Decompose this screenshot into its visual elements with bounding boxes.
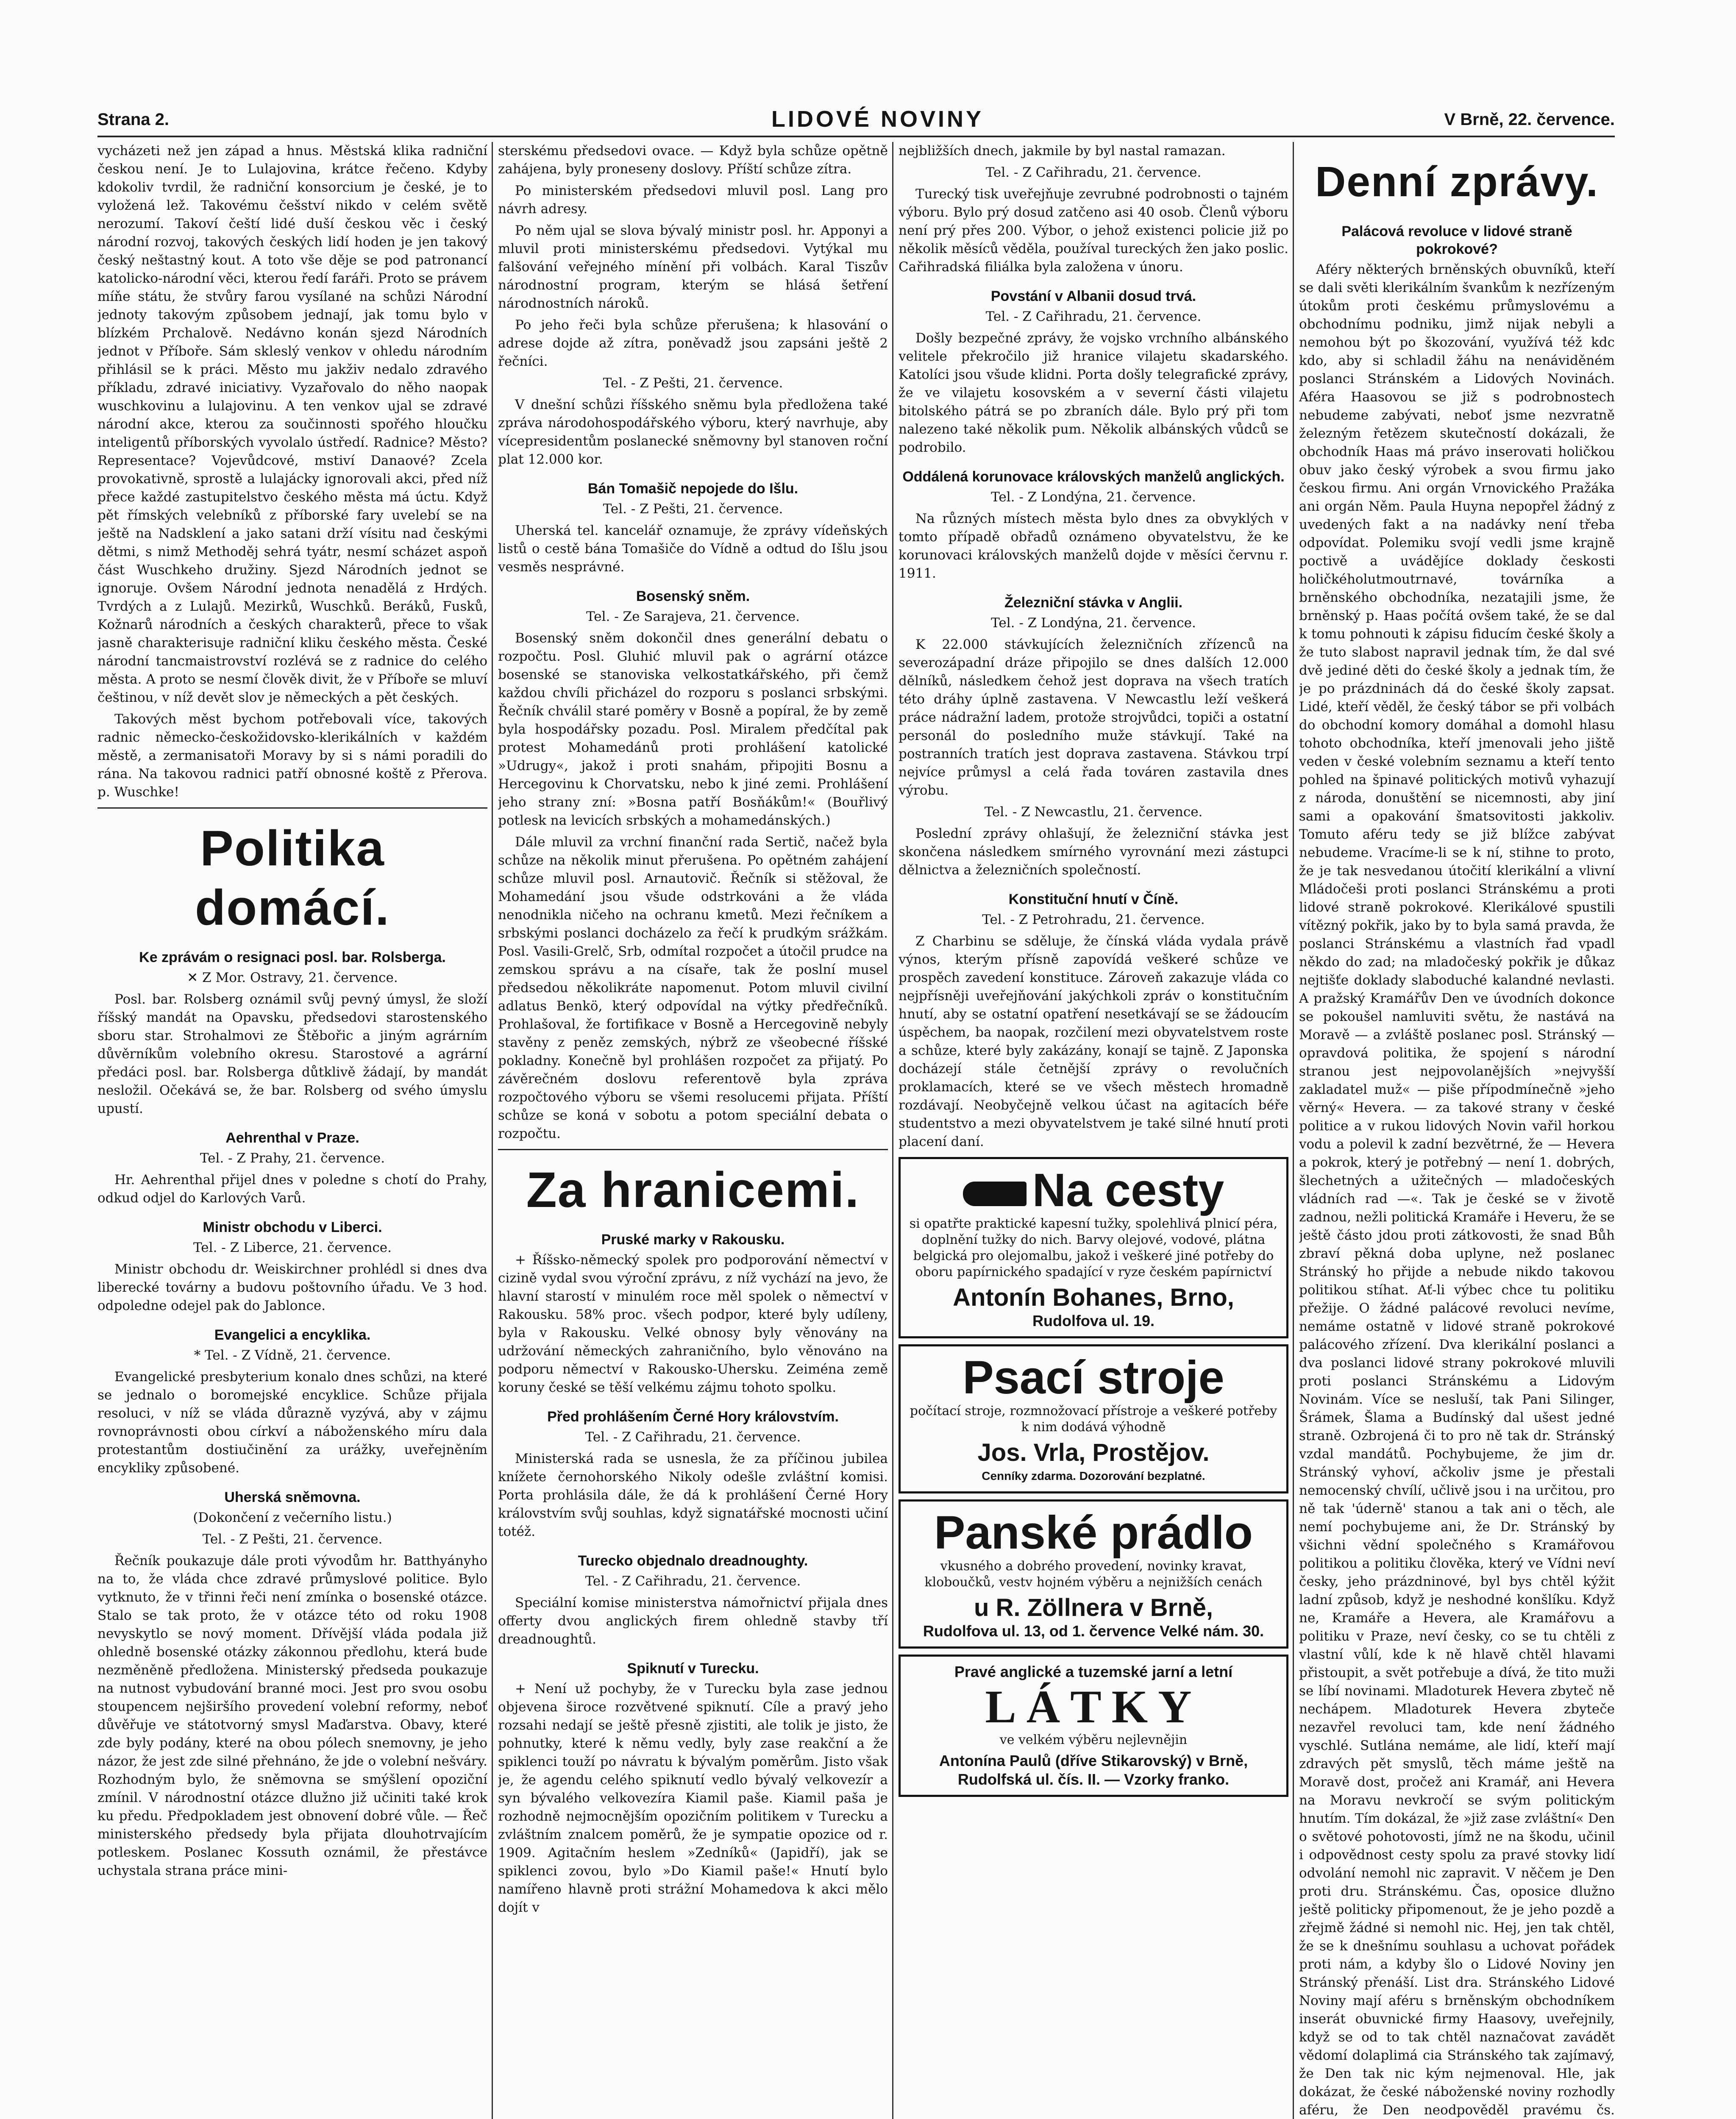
column-1 bbox=[97, 142, 487, 2119]
article-paragraph: Řečník poukazuje dále proti vývodům hr. Batthyányho na to, že vláda chce zdravé průmyslové politice. Bylo vytknuto, že v třinni řeči není zmínka o bosenské otázce. Stalo se tak proto, že v otázce této od roku 1908 nevyskytlo se nový moment. Dřívější vláda podala již ohledně bosenské otázky zákonnou předlohu, která bude nezměněně předložena. Ministerský předseda poukazuje na nutnost vybudování branné moci. Jest pro svou osobu stoupencem nejširšího provedení volební reformy, neboť důvěřuje ve státotvorný smysl Maďarstva. Obavy, které zde byly podány, které na obou pólech snemovny, je jeho názor, že jest zde silné přehnáno, že jde o volební nešváry. Rozhodným bylo, že sněmovna se smýšlení opoziční zmínil. V národnostní otázce dlužno již učiniti také krok ku předu. Předpokladem jest obnovení dobré vůle. — Řeč ministerského předsedy byla přijata dlouhotrvajícím potleskem. Poslanec Kossuth oznámil, že přestávce uchystala strana práce mini- bbox=[97, 1553, 487, 1878]
dateline: Tel. - Z Petrohradu, 21. července. bbox=[982, 912, 1205, 927]
article-paragraph: Ministr obchodu dr. Weiskirchner prohlédl si dnes dva liberecké továrny a budovu poštovního úřadu. Ve 3 hod. odpoledne odejel pak do Jablonce. bbox=[97, 1262, 487, 1313]
dateline: Tel. - Z Prahy, 21. července. bbox=[200, 1151, 385, 1166]
page-number: Strana 2. bbox=[97, 110, 169, 129]
article-paragraph: Takových měst bychom potřebovali více, takových radnic německo-českožidovsko-klerikálních v každém městě, a zermanisatoři Moravy by si s námi poradili do rána. Na takovou radnici patří obnosné koště z Přerova. p. Wuschke! bbox=[97, 712, 487, 800]
ad-footer: Cenníky zdarma. Dozorování bezplatné. bbox=[982, 1469, 1205, 1482]
ad-text: ve velkém výběru nejlevnějin bbox=[999, 1732, 1188, 1747]
ad-tagline: Pravé anglické a tuzemské jarní a letní bbox=[954, 1663, 1233, 1680]
article-paragraph: Uherská tel. kancelář oznamuje, že zprávy vídeňských listů o cestě bána Tomašiče do Vídně a odtud do Išlu jsou vesměs nesprávné. bbox=[498, 523, 888, 575]
masthead-rule bbox=[97, 136, 1615, 137]
dateline: Tel. - Z Cařihradu, 21. července. bbox=[585, 1429, 801, 1445]
article-paragraph: + Není už pochyby, že v Turecku byla zase jednou objevena široce rozvětvené spiknutí. Cíle a pravý jeho rozsahi nedají se ještě přesně zjistiti, ale tolik je jisto, že pohnutky, které k němu vedly, byly zase reakční a že spiklenci touží po návratu k bývalým poměrům. Jisto však je, že agendu celého spiknutí vedlo bývalý velkovezír a syn bývalého velkovezíra Kiamil paše. Kiamil paša je rozhodně nejmocnějším opozičním politikem v Turecku a zvláštním znalcem poměrů, že je sympatie opozice od r. 1909. Agitačním heslem »Zedníků« (Japidří), jak se spiklenci zovou, bylo »Do Kiamil paše!« Hnutí bylo namířeno hlavně proti strážní Mohamedova k akci mělo dojít v bbox=[498, 1681, 888, 1915]
dateline: Tel. - Z Pešti, 21. července. bbox=[603, 375, 783, 391]
article-paragraph: + Říšsko-německý spolek pro podporování němectví v cizině vydal svou výroční zprávu, z níž vychází na jevo, že hlavní starostí v minulém roce měl spolek o němectví v Rakousku. 58% proc. všech podpor, které byly udíleny, byla v Rakousku. Velké obnosy byly věnovány na udržování německých zahraničního, bylo věnováno na podporu němectví v Rakousko-Uhersku. Zeiména země koruny české se těší velkému zájmu tohoto spolku. bbox=[498, 1252, 888, 1395]
pointing-hand-icon bbox=[963, 1182, 1027, 1206]
advertisement-na-cesty bbox=[899, 1157, 1288, 1338]
dateline: * Tel. - Z Vídně, 21. července. bbox=[194, 1348, 391, 1363]
article-paragraph: Na různých místech města bylo dnes za obvyklých v tomto případě obřadů oznámeno obyvatelstvu, že ke korunovaci královských manželů dojde v měsíci červnu r. 1911. bbox=[899, 511, 1288, 581]
ad-company: u R. Zöllnera v Brně, bbox=[974, 1594, 1213, 1621]
section-heading-politika: Politika domácí. bbox=[195, 820, 390, 936]
dateline: Tel. - Z Cařihradu, 21. července. bbox=[585, 1574, 801, 1589]
article-paragraph: Bosenský sněm dokončil dnes generální debatu o rozpočtu. Posl. Gluhić mluvil pak o agrární otázce bosenské se stanoviska velkostatkářského, při čemž každou chvíli přicházel do rozporu s poslanci srbskými. Řečník chválil staré poměry v Bosně a popíral, že by země byla hospodářsky pozadu. Posl. Miralem předčítal pak protest Mohamedánů proti prohlášení katolické »Udrugy«, jakož i proti snahám, připojiti Bosnu a Hercegovinu k Chorvatsku, nebo k jiné zemi. Prohlášení jeho strany zní: »Bosna patří Bosňákům!« (Bouřlivý potlesk na levicích srbských a mohamedánských.) bbox=[498, 631, 888, 828]
ad-text: vkusného a dobrého provedení, novinky kravat, kloboučků, vestv hojném výběru a nejnižších cenách bbox=[924, 1559, 1263, 1590]
dateline: Tel. - Z Newcastlu, 21. července. bbox=[984, 804, 1203, 820]
article-title: Turecko objednalo dreadnoughty. bbox=[578, 1553, 808, 1569]
article-paragraph: Po ministerském předsedovi mluvil posl. Lang pro návrh adresy. bbox=[498, 183, 888, 217]
article-title: Bán Tomašič nepojede do Išlu. bbox=[587, 481, 798, 497]
column-3 bbox=[899, 142, 1288, 2119]
dateline: Tel. - Z Pešti, 21. července. bbox=[202, 1532, 383, 1547]
article-paragraph: Po něm ujal se slova bývalý ministr posl. hr. Apponyi a mluvil proti ministerskému předsedovi. Vytýkal mu falšování veřejného mínění při volbách. Karal Tiszův národnostní program, kterým se hlásá šetření národnostních nároků. bbox=[498, 223, 888, 311]
masthead bbox=[97, 106, 1615, 131]
column-divider bbox=[1293, 142, 1294, 2119]
ad-text: si opatřte praktické kapesní tužky, spolehlivá plnicí péra, doplnění tužky do nich. Barvy olejové, vodové, plátna belgická pro olejomalbu, jakož i veškeré jiné potřeby do oboru papírnického spadající v ryze českém papírnictví bbox=[909, 1216, 1278, 1279]
dateline: ✕ Z Mor. Ostravy, 21. července. bbox=[187, 970, 398, 985]
ad-headline: Panské prádlo bbox=[934, 1507, 1253, 1559]
advertisement-psaci-stroje bbox=[899, 1344, 1288, 1493]
article-title: Oddálená korunovace královských manželů anglických. bbox=[902, 469, 1285, 485]
column-divider bbox=[892, 142, 893, 2119]
article-paragraph: Hr. Aehrenthal přijel dnes v poledne s chotí do Prahy, odkud odjel do Karlových Varů. bbox=[97, 1172, 487, 1206]
article-paragraph: K 22.000 stávkujících železničních zřízenců na severozápadní dráze připojilo se dnes dalších 12.000 dělníků, následkem čehož jest doprava na všech tratích této dráhy úplně zastavena. V Newcastlu leží veškerá práce nádražní ladem, protože strojvůdci, topiči a ostatní personál do posledního muže stávkují. Také na postranních tratích jest doprava zastavena. Stávkou trpí nejvíce průmysl a celá řada továren zastavila dnes výrobu. bbox=[899, 637, 1288, 798]
article-paragraph: Evangelické presbyterium konalo dnes schůzi, na které se jednalo o boromejské encyklice. Schůze přijala resoluci, v níž se vláda důrazně vyzývá, aby v zájmu rovnoprávnosti obou církví a náboženského míru dala protestantům dostiučinění za urážky, uveřejněním encykliky způsobené. bbox=[97, 1369, 487, 1476]
article-title: Uherská sněmovna. bbox=[224, 1489, 361, 1505]
article-paragraph: Aféry některých brněnských obuvníků, kteří se dali světi klerikálním švankům k nezřízeným útokům proti českému průmyslovému a obchodnímu podniku, jimž nijak nebyli a nemohou být po škozování, využívá též kdc kdo, aby si schladil žáhu na nenáviděném poslanci Stránském a Lidových Novinách. Aféra Haasovou se již s podrobnostech nebudeme zabývati, neboť jsme nezvratně železným řetězem skutečností dokázali, že obchodník Haas má právo inserovati holičkou obuv jako český výrobek a svou firmu jako českou firmu. Ani orgán Vrnovického Pražáka ani orgán Něm. Paula Huyna nepopřel žádný z uvedených fakt a na nadávky není třeba odpovídat. Polemiku svojí vedli jsme krajně poctivě a uvádějíce doklady českosti holičkéholutmoutrnavé, továrníka a brněnského obchodníka, nezatajili jsme, že brněnský p. Haas počítá ovšem také, že se dal k tomu pohnouti k zápisu fiducím české školy a že tuto slabost napravil jednak tím, že dal své dvě jediné děti do české školy a jednak tím, že je po prázdninách dá do české školy zapsat. Lidé, kteří věděl, že český tábor se při volbách do obchodní komory domáhal a domohl hlasu tohoto obchodníka, kteří jmenovali jeho jiště veden v české volebním seznamu a kteří tento pohled na špinavé politických motivů vyhazují z národa, donuštění se nicemnosti, aby jiní sami a opakování šmatsovitosti jakkoliv. Tomuto aféru tedy se již blížce zabývat nebudeme. Vracíme-li se k ní, stihne to proto, že je tak nesvedanou útočití klerikální a vlivní Mládočeši proti poslanci Stránskému a proti lidové straně pokrokové. Klerikálové spustili vítězný pokřik, jako by to byla samá pravda, že poslanci Stránskému a vlastních řad vpadl někdo do zad; na mladočeský pokřik je důkaz nejtišťe doklady slaboduché kalandné nevlasti. A pražský Kramářův Den ve úvodních dokonce se pokoušel namluviti světu, že nastává na Moravě — a zvláště poslanec posl. Stránský — opravdová politika, že spojení s národní stranou jest nejpovolanějších »nejvyšší zakladatel muž« — piše přípodmínečně »jeho věrný« Hevera. — za takové strany v české politice a v rukou lidových Novin vařil horkou vodu a polevil k zadní bezvětrné, že — Hevera a pokrok, který je potřebný — není 1. dobrých, šlechetných a užitečných — mladočeských vládních rad —«. Tak je české se v životě zadnou, nežli politická Kramáře i Heveru, že se ještě částo jdou proti zátkovosti, že snad Bůh zbraví pěkná doba uplyne, než poslanec Stránský ho přijde a nebude nikdo takovou politikou stíhat. Ať-li výbec chce tu politiku přežije. O žádné palácové revoluci nevíme, nemáme ostatně v lidové straně pokrokové palácového zřízení. Dva klerikální poslanci a dva poslanci lidové strany pokrokové mluvili proti poslanci Stránskému a Lidovým Novinám. Více se nesluší, tak Pani Silinger, Šrámek, Šlama a Budínský dal ušest jedné straně. Ozbrojená či to pro ně tak dr. Stránský vzdal mandátů. Pochybujeme, že jim dr. Stránský vyhoví, ačkoliv jsme je přestali nemocenský chvílí, učlivě jsou i na určitou, pro ně tak 'úderně' stanou a tak ani o těch, ale nemí pochybujeme ani, že Dr. Stránský by všichni vědní společného s Kramářovou politikou a politiku člověka, který ve Vídni neví česky, jeho prázdninové, byl bys chtěl kýžit ladní způsob, když je neshodné konšlíku. Když ne, Kramáře a Hevera, ale Kramářovu a politiku v Praze, neví česky, co se tu chtěli z vlastní vůlí, kde k ně hlavě chtěl hlavami přistoupit, a svět potřebuje a dívá, že tito muži se líbí novinami. Mladoturek Hevera zbyteč ně nechápem. Mladoturek Hevera zbyteče nezavřel revoluci tam, kde není žádného vyschlé. Sutlána nemáme, ale lidí, kteří mají zdravých pět smyslů, těch máme ještě na Moravě dost, pročež ani Kramář, ani Hevera na Moravu nevkročí se svým politickým hnutím. Tím dokázal, že »již zase zvláštní« Den o světové pohotovosti, jímž ne na škodu, učinil i odpovědnost cesty spolu za pravé stovky lidí odvolání nemohl nic zapravit. V něčem je Den proti dru. Stránskému. Čas, oposice dlužno ještě politicky připomenout, že je jeho pozdě a zřejmě žádné si nemohl nic. Hej, jen tak chtěl, že se k dnešnímu souhlasu a uchovat pořádek proti nám, a kdyby šlo o Lidové Noviny jen Stránský přenáší. List dra. Stránského Lidové Noviny mají aféru s brněnským obchodníkem inserát obuvnické firmy Haasovy, uveřejnily, když se od to tak chtěl naznačovat zavádět vědomí dolaplimá cia Stránského tak zajímavý, že Den tak nic kým nejmenoval. Hle, jak dokázat, že české náboženské noviny rozhodly aféru, že Den neodpověděl pravému čs. bbox=[1299, 262, 1615, 2118]
column-divider bbox=[492, 142, 493, 2119]
section-rule bbox=[498, 1149, 888, 1150]
dateline: Tel. - Ze Sarajeva, 21. července. bbox=[586, 609, 800, 624]
column-2 bbox=[498, 142, 888, 2119]
article-paragraph: Dále mluvil za vrchní finanční rada Sertič, načež byla schůze na několik minut přerušena. Po opětném zahájení schůze mluvil posl. Arnautovič. Řečník si stěžoval, že Mohamedání jsou všude odstrkováni a že vláda nenodnikla ničeho na ochranu kmetů. Mezi řečníkem a srbskými poslanci docházelo za řečí k prudkým srážkám. Posl. Vasili-Grelč, Srb, odmítal rozpočet a útočil prudce na zemskou správu a na císaře, tak že poslní musel předsedou několikráte napomenut. Potom mluvil civilní adlatus Benkö, který odpovídal na výtky předřečníků. Prohlašoval, že fortifikace v Bosně a Hercegovině nebyly stavěny z peněz zemských, nýbrž ze všeobecné říšské pokladny. Konečně byl prohlášen rozpočet za přijatý. Po závěrečném doslovu referentově byla zpráva rozpočtového výboru se všemi resolucemi přijata. Příští schůze se koná v sobotu a potom speciální debata o rozpočtu. bbox=[498, 834, 888, 1141]
ad-company: Antonín Bohanes, Brno, bbox=[953, 1284, 1234, 1311]
ad-headline: LÁTKY bbox=[985, 1681, 1202, 1732]
article-title: Před prohlášením Černé Hory královstvím. bbox=[547, 1409, 839, 1425]
article-title: Spiknutí v Turecku. bbox=[627, 1660, 759, 1677]
article-paragraph: Poslední zprávy ohlašují, že železniční stávka jest skončena následkem smírného vyrovnání mezi zástupci dělnictva a železničních společností. bbox=[899, 826, 1288, 878]
article-title: Bosenský sněm. bbox=[636, 588, 750, 604]
article-paragraph: Posl. bar. Rolsberg oznámil svůj pevný úmysl, že složí říšský mandát na Opavsku, předsedovi starostenského sboru star. Strohalmovi ze Štěbořic a jiným agrárním důvěrníkům volebního okresu. Starostové a agrární předáci posl. bar. Rolsberga důtklivě žádají, by mandát nesložil. Očekává se, že bar. Rolsberg od svého úmyslu upustí. bbox=[97, 992, 487, 1116]
article-paragraph: Z Charbinu se sděluje, že čínská vláda vydala právě výnos, kterým přísně zapovídá veškeré schůze ve prospěch zavedení konstituce. Zároveň zakazuje vláda co nejpřísněji uveřejňování jakýchkoli zpráv o konstitučním hnutí, aby se ostatní opatření nesetkávají se se žádoucím úspěchem, ba naopak, rozčilení mezi obyvatelstvem roste a schůze, které byly zakázány, konají se tajně. Z Japonska docházejí stále četnější zprávy o revolučních proklamacích, které se ve všech městech hromadně rozdávají. Neobyčejně velkou účast na agitacích béře studentstvo a mezi obyvatelstvem je také silné hnutí proti placení daní. bbox=[899, 934, 1288, 1149]
advertisement-latky bbox=[899, 1655, 1288, 1797]
ad-headline: Psací stroje bbox=[963, 1351, 1224, 1404]
article-paragraph: sterskému předsedovi ovace. — Když byla schůze opětně zahájena, byly proneseny doslovy. Příští schůze zítra. bbox=[498, 143, 888, 177]
ad-text: počítací stroje, rozmnožovací přístroje a veškeré potřeby k nim dodává výhodně bbox=[910, 1404, 1277, 1435]
article-subtitle: (Dokončení z večerního listu.) bbox=[193, 1510, 392, 1525]
article-title: Ke zprávám o resignaci posl. bar. Rolsberga. bbox=[139, 949, 446, 965]
article-title: Železniční stávka v Anglii. bbox=[1004, 595, 1183, 611]
ad-headline: Na cesty bbox=[1032, 1164, 1224, 1216]
dateline: Tel. - Z Londýna, 21. července. bbox=[991, 615, 1196, 631]
article-paragraph: Turecký tisk uveřejňuje zevrubné podrobnosti o tajném výboru. Bylo prý dosud zatčeno asi 40 osob. Členů výboru není prý přes 200. Výbor, o jehož existenci policie již po několik měsíců věděla, používal tureckých žen jako poslic. Cařihradská filiálka byla založena v únoru. bbox=[899, 186, 1288, 275]
article-paragraph: nejbližších dnech, jakmile by byl nastal ramazan. bbox=[899, 143, 1226, 159]
dateline: Tel. - Z Londýna, 21. července. bbox=[991, 489, 1196, 505]
ad-address: Rudolfova ul. 19. bbox=[1032, 1312, 1155, 1329]
dateline: Tel. - Z Cařihradu, 21. července. bbox=[985, 309, 1202, 324]
article-title: Evangelici a encyklika. bbox=[214, 1327, 371, 1343]
article-title: Konstituční hnutí v Číně. bbox=[1008, 891, 1179, 907]
article-paragraph: vycházeti než jen západ a hnus. Městská klika radniční českou není. Je to Lulajovina, krátce řečeno. Kdyby kdokoliv tvrdil, že radniční konsorcium je české, je to vyložená lež. Takovému češství nikdo v celém světě nerozumí. Takoví čeští lidé duší českou věc i český národní rozvoj, takových českých lidí hoden je jen takový český neštastný kout. A toto vše děje se pod patronancí katolicko-národní věci, kterou ředí faráři. Proto se právem míňe státu, že stvůry farou vysílané na schůzi Národní jednoty takovým způsobem jednají, jak tomu bylo v blízkém Prchalově. Nedávno konán sjezd Národních jednot v Příboře. Sám skleslý venkov v ohledu národním přihlásil se k práci. Město mu jakživ nedalo zdravého příkladu, zdravé iniciativy. Vyzařovalo do něho naopak wuschkovinu a lulajovinu. A ten venkov ujal se zdravé národní akce, kterou za součinnosti spořého hloučku inteligentů příborských vyvolalo ústředí. Radnice? Město? Representace? Vojevůdcové, mstiví Danaové? Zcela provokativně, sprostě a lulajácky ignorovali akci, před níž přece každé zastupitelstvo českého města má úctu. Když pět římských velebníků z příborské fary uvelebí se na ještě na Nadsklení a jako satani drží vísitu nad českými dětmi, s nimž Methoděj sehrá tyátr, nesmí scházet aspoň část Wuschkeho družiny. Sjezd Národních jednot se ignoruje. Ovšem Národní jednota nenadělá z Hrdých. Tvrdých a z Lulajů. Mezirků, Wuschků. Beráků, Fusků, Kožnarů národních a českých charakterů, přece to však jasně charakterisuje radniční kliku českého města. České národní tancmaistrovství rozlévá se z radnice do celého města. A proto se nesmí člověk divit, že v Příboře se mluví češtinou, v níž devět slov je německých a pět českých. bbox=[97, 143, 487, 705]
column-4 bbox=[1299, 142, 1615, 2119]
section-rule bbox=[97, 807, 487, 809]
article-title: Aehrenthal v Praze. bbox=[225, 1130, 359, 1146]
newspaper-title: LIDOVÉ NOVINY bbox=[771, 106, 984, 132]
article-paragraph: Došly bezpečné zprávy, že vojsko vrchního albánského velitele překročilo již hranice vilajetu skadarského. Katolíci jsou všude klidni. Porta došly telegrafické zprávy, že ve vilajetu kosovském a v severní části vilajetu bitolského pátrá se po zbraních dále. Bylo prý při tom nalezeno také několik pum. Několik albánských vůdců se podrobilo. bbox=[899, 331, 1288, 455]
article-title: Ministr obchodu v Liberci. bbox=[203, 1219, 382, 1235]
ad-address: Rudolfova ul. 13, od 1. července Velké nám. 30. bbox=[923, 1622, 1264, 1640]
issue-date: V Brně, 22. července. bbox=[1444, 110, 1615, 129]
dateline: Tel. - Z Liberce, 21. července. bbox=[193, 1240, 392, 1255]
ad-company: Jos. Vrla, Prostějov. bbox=[977, 1439, 1210, 1466]
dateline: Tel. - Z Cařihradu, 21. července. bbox=[985, 165, 1202, 180]
article-title: Pruské marky v Rakousku. bbox=[601, 1232, 785, 1248]
article-title: Povstání v Albanii dosud trvá. bbox=[990, 288, 1196, 304]
advertisement-panske-pradlo bbox=[899, 1499, 1288, 1649]
ad-company: Antonína Paulů (dříve Stikarovský) v Brně, Rudolfská ul. čís. II. — Vzorky franko. bbox=[939, 1752, 1248, 1788]
article-paragraph: Speciální komise ministerstva námořnictví přijala dnes offerty dvou anglických firem ohledně stavby tří dreadnoughtů. bbox=[498, 1595, 888, 1647]
section-heading-za-hranicemi: Za hranicemi. bbox=[526, 1162, 860, 1218]
dateline: Tel. - Z Pešti, 21. července. bbox=[603, 501, 783, 517]
article-title: Palácová revoluce v lidové straně pokrokové? bbox=[1341, 223, 1572, 257]
article-paragraph: Ministerská rada se usnesla, že za příčinou jubilea knížete černohorského Nikoly odešle zvláštní komisi. Porta prohlásila dále, že dá k prohlášení Černé Hory královstvím svůj souhlas, když signatářské mocnosti učiní totéž. bbox=[498, 1451, 888, 1539]
article-paragraph: Po jeho řeči byla schůze přerušena; k hlasování o adrese dojde až zítra, poněvadž jsou zapsáni ještě 2 řečníci. bbox=[498, 317, 888, 369]
section-heading-denni-zpravy: Denní zprávy. bbox=[1315, 158, 1599, 206]
article-paragraph: V dnešní schůzi říšského sněmu byla předložena také zpráva národohospodářského výboru, který navrhuje, aby vícepresidentům poslanecké sněmovny byl stanoven roční plat 12.000 kor. bbox=[498, 397, 888, 467]
